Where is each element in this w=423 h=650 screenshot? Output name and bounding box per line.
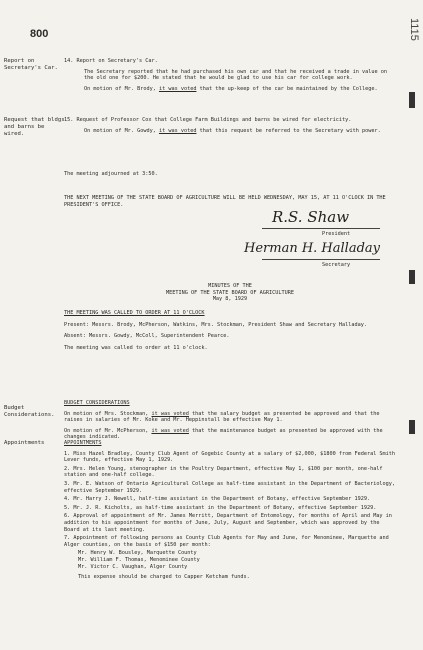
edge-mark [409,92,415,108]
president-signature: R.S. Shaw [272,208,350,226]
margin-note-car: Report on Secretary's Car. [4,58,58,71]
appointments-list [64,451,396,549]
item-14-paragraph: The Secretary reported that he had purchased his own car and that he received a trade in value on the old one for $200. He stated that he would be glad to use his car for college work. [84,68,387,82]
list-item: 6. Approval of appointment of Mr. James Merritt, Department of Entomology, for months of April and May in addition to his appointment for months of June, July, August and September, which was approved by the Board at its last meeting. [64,513,392,533]
signature-line [262,259,380,260]
list-item: 1. Miss Hazel Bradley, County Club Agent of Gogebic County at a salary of $2,000, $1800 from Federal Smith Lever funds, effective May 1, 1929. [64,450,396,464]
appointments-section [64,440,396,581]
page-number: 800 [30,28,49,40]
budget-motion-maintenance: On motion of Mr. McPherson, it was voted that the maintenance budget as presented be approved with the changes indicated. [64,427,383,441]
adjourned-note: The meeting adjourned at 3:50. [64,171,158,177]
item-14-heading: 14. Report on Secretary's Car. [64,58,158,64]
absent-list: Absent: Messrs. Gowdy, McColl, Superintendent Pearce. [64,333,230,340]
called-to-order-heading: THE MEETING WAS CALLED TO ORDER AT 11 O'CLOCK [64,310,205,316]
item-15 [64,117,396,134]
president-label: President [322,231,351,237]
agent-item: Mr. William F. Thomas, Menominee County [78,556,200,563]
item-14 [64,58,396,92]
agent-item: Mr. Victor C. Vaughan, Alger County [78,563,188,570]
appointments-heading: APPOINTMENTS [64,440,102,446]
edge-mark [409,270,415,284]
margin-note-wiring: Request that bldgs and barns be wired. [4,117,65,137]
minutes-body [64,310,396,351]
budget-motion-salary: On motion of Mrs. Stockman, it was voted that the salary budget as presented be approved and that the raises in salaries of Mr. Koke and Mr. Heppinstall be effective May 1. [64,410,380,424]
expense-note: This expense should be charged to Capper Ketcham funds. [78,574,250,581]
minutes-title-line2: MEETING OF THE STATE BOARD OF AGRICULTURE [165,289,295,296]
list-item: 5. Mr. J. R. Kicholts, as half-time assistant in the Department of Botany, effective September 1929. [64,504,377,511]
order-note: The meeting was called to order at 11 o'clock. [64,344,208,351]
budget-heading: BUDGET CONSIDERATIONS [64,400,130,406]
item-15-heading: 15. Request of Professor Cox that College Farm Buildings and barns be wired for electricity. [64,117,352,123]
signature-line [262,228,380,229]
list-item: 7. Appointment of following persons as County Club Agents for May and June, for Menominee, Marquette and Alger counties, on the basis of $150 per month: [64,535,389,548]
budget-section [64,400,396,441]
secretary-label: Secretary [322,262,351,268]
edge-label: 1115 [408,18,420,41]
edge-mark [409,420,415,434]
minutes-date: May 8, 1929 [212,296,248,303]
minutes-title-line1: MINUTES OF THE [208,283,252,289]
present-list: Present: Messrs. Brody, McPherson, Watkins, Mrs. Stockman, President Shaw and Secretary Halladay. [64,321,367,328]
margin-note-budget: Budget Considerations. [4,405,55,418]
secretary-signature: Herman H. Halladay [244,241,380,256]
list-item: 2. Mrs. Helen Young, stenographer in the Poultry Department, effective May 1, $100 per month, one-half station and one-half college. [64,465,383,479]
next-meeting-note: THE NEXT MEETING OF THE STATE BOARD OF AGRICULTURE WILL BE HELD WEDNESDAY, MAY 15, AT 11 O'CLOCK IN THE PRESIDENT'S OFFICE. [64,195,386,208]
item-14-motion: On motion of Mr. Brody, it was voted that the up-keep of the car be maintained by the College. [84,85,378,92]
agent-list [78,550,396,570]
list-item: 4. Mr. Harry J. Newell, half-time assistant in the Department of Botany, effective September 1929. [64,496,371,503]
item-15-motion: On motion of Mr. Gowdy, it was voted that this request be referred to the Secretary with power. [84,127,381,134]
agent-item: Mr. Henry W. Bousley, Marquette County [78,550,197,557]
list-item: 3. Mr. E. Watson of Ontario Agricultural College as half-time assistant in the Department of Bacteriology, effective September 1929. [64,480,396,494]
minutes-title [64,283,396,303]
margin-note-appointments: Appointments [4,440,45,446]
